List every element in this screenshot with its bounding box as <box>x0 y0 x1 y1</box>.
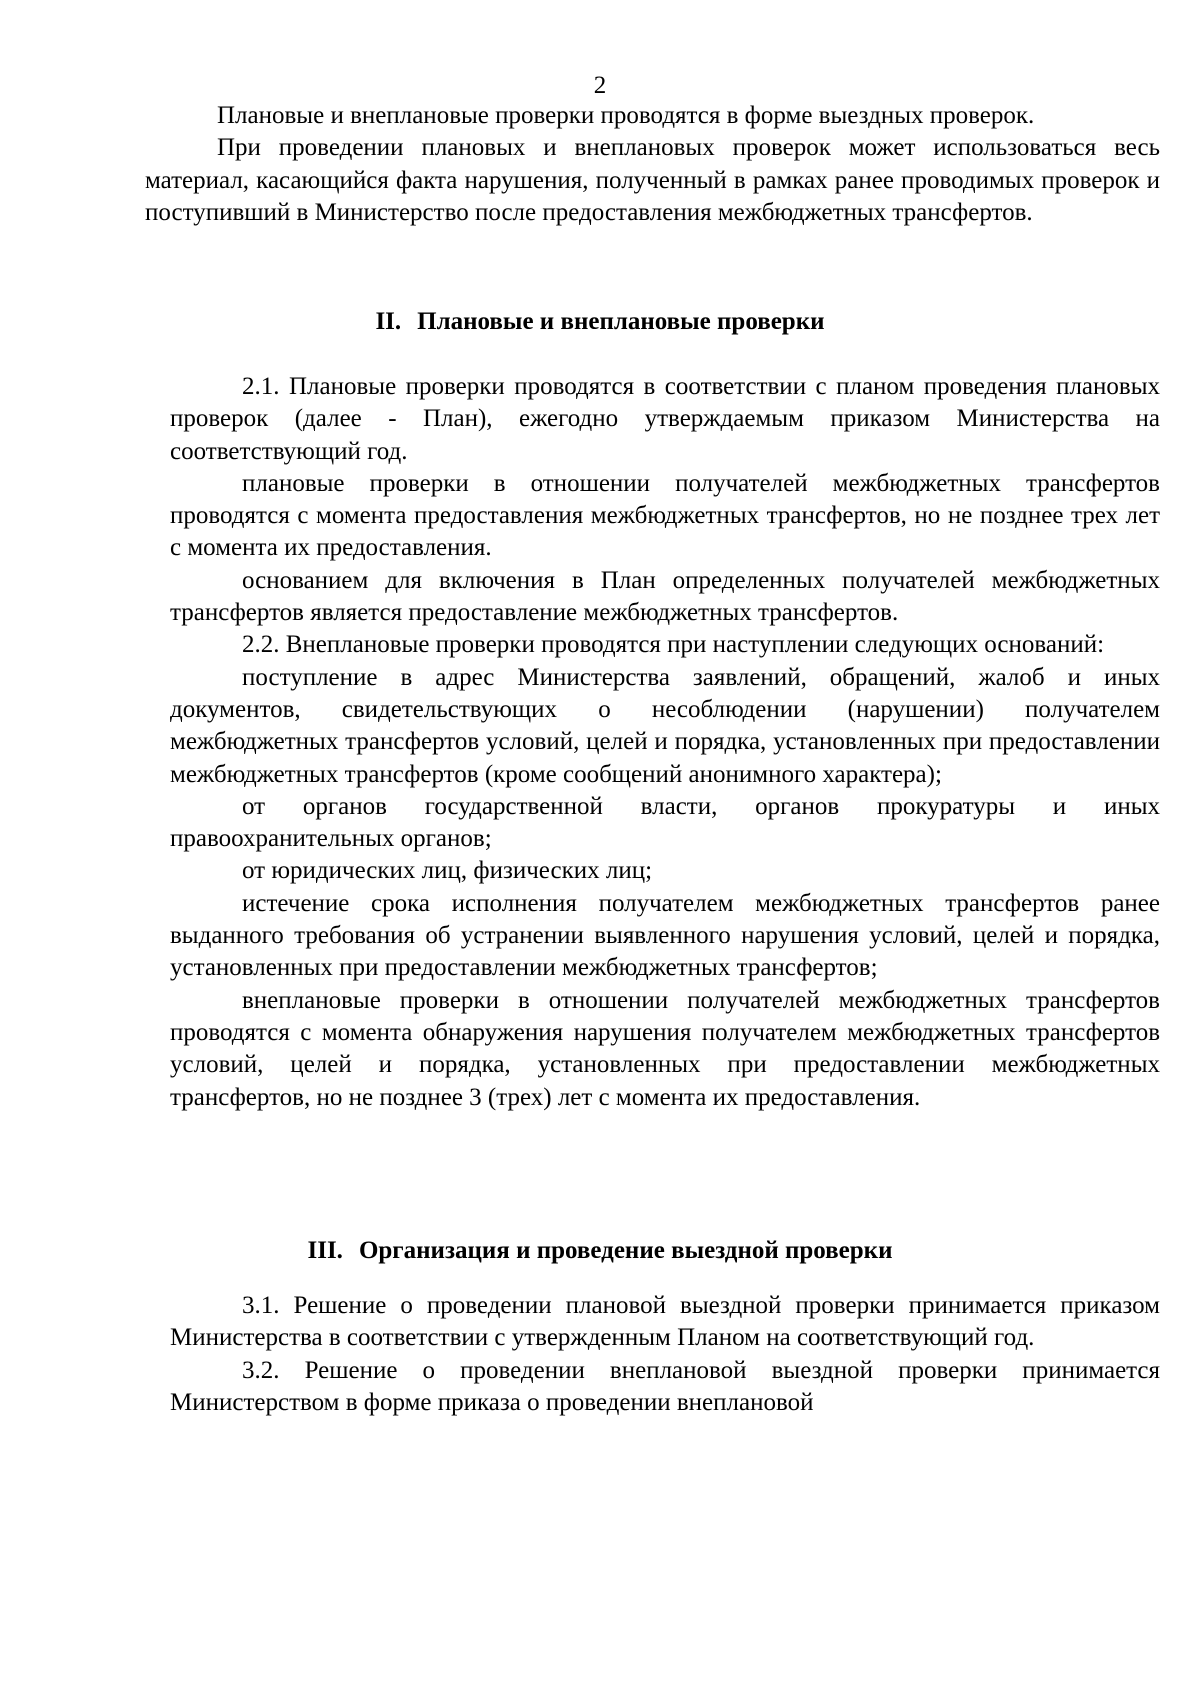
section-2-body <box>170 371 1160 1114</box>
section-2-heading <box>0 306 1200 338</box>
page-number: 2 <box>593 72 607 99</box>
section-2-paragraph: поступление в адрес Министерства заявлений, обращений, жалоб и иных документов, свидетельствующих о несоблюдении (нарушении) получателем межбюджетных трансфертов условий, целей и порядка, установленных при предоставлении межбюджетных трансфертов (кроме сообщений анонимного характера); <box>170 663 1160 788</box>
intro-paragraph-1: Плановые и внеплановые проверки проводятся в форме выездных проверок. <box>217 102 1035 129</box>
section-2-title: Плановые и внеплановые проверки <box>417 308 825 335</box>
section-2-paragraph: 2.1. Плановые проверки проводятся в соответствии с планом проведения плановых проверок (далее - План), ежегодно утверждаемым приказом Министерства на соответствующий год. <box>170 373 1160 465</box>
section-2-paragraph: от юридических лиц, физических лиц; <box>242 857 653 885</box>
section-2-paragraph: основанием для включения в План определенных получателей межбюджетных трансфертов является предоставление межбюджетных трансфертов. <box>170 566 1160 627</box>
section-2-paragraph: внеплановые проверки в отношении получателей межбюджетных трансфертов проводятся с момента обнаружения нарушения получателем межбюджетных трансфертов условий, целей и порядка, установленных при предоставлении межбюджетных трансфертов, но не позднее 3 (трех) лет с момента их предоставления. <box>170 986 1160 1111</box>
section-3-body <box>170 1290 1160 1419</box>
section-2-paragraph: истечение срока исполнения получателем межбюджетных трансфертов ранее выданного требования об устранении выявленного нарушения условий, целей и порядка, установленных при предоставлении межбюджетных трансфертов; <box>170 889 1160 982</box>
intro-block <box>145 100 1160 229</box>
section-2-paragraph: плановые проверки в отношении получателей межбюджетных трансфертов проводятся с момента предоставления межбюджетных трансфертов, но не позднее трех лет с момента их предоставления. <box>170 469 1160 562</box>
intro-paragraph-2: При проведении плановых и внеплановых проверок может использоваться весь материал, касающийся факта нарушения, полученный в рамках ранее проводимых проверок и поступивший в Министерство после предоставления межбюджетных трансфертов. <box>145 134 1160 226</box>
section-3-paragraph: 3.1. Решение о проведении плановой выездной проверки принимается приказом Министерства в соответствии с утвержденным Планом на соответствующий год. <box>170 1292 1160 1352</box>
section-3-paragraph: 3.2. Решение о проведении внеплановой выездной проверки принимается Министерством в форме приказа о проведении внеплановой <box>170 1356 1160 1416</box>
section-3-number: III. <box>307 1237 343 1264</box>
section-3-title: Организация и проведение выездной проверки <box>358 1237 893 1264</box>
section-2-paragraph: 2.2. Внеплановые проверки проводятся при наступлении следующих оснований: <box>242 631 1105 659</box>
section-2-number: II. <box>375 308 402 335</box>
section-2-paragraph: от органов государственной власти, органов прокуратуры и иных правоохранительных органов; <box>170 792 1160 853</box>
section-3-heading <box>0 1235 1200 1267</box>
